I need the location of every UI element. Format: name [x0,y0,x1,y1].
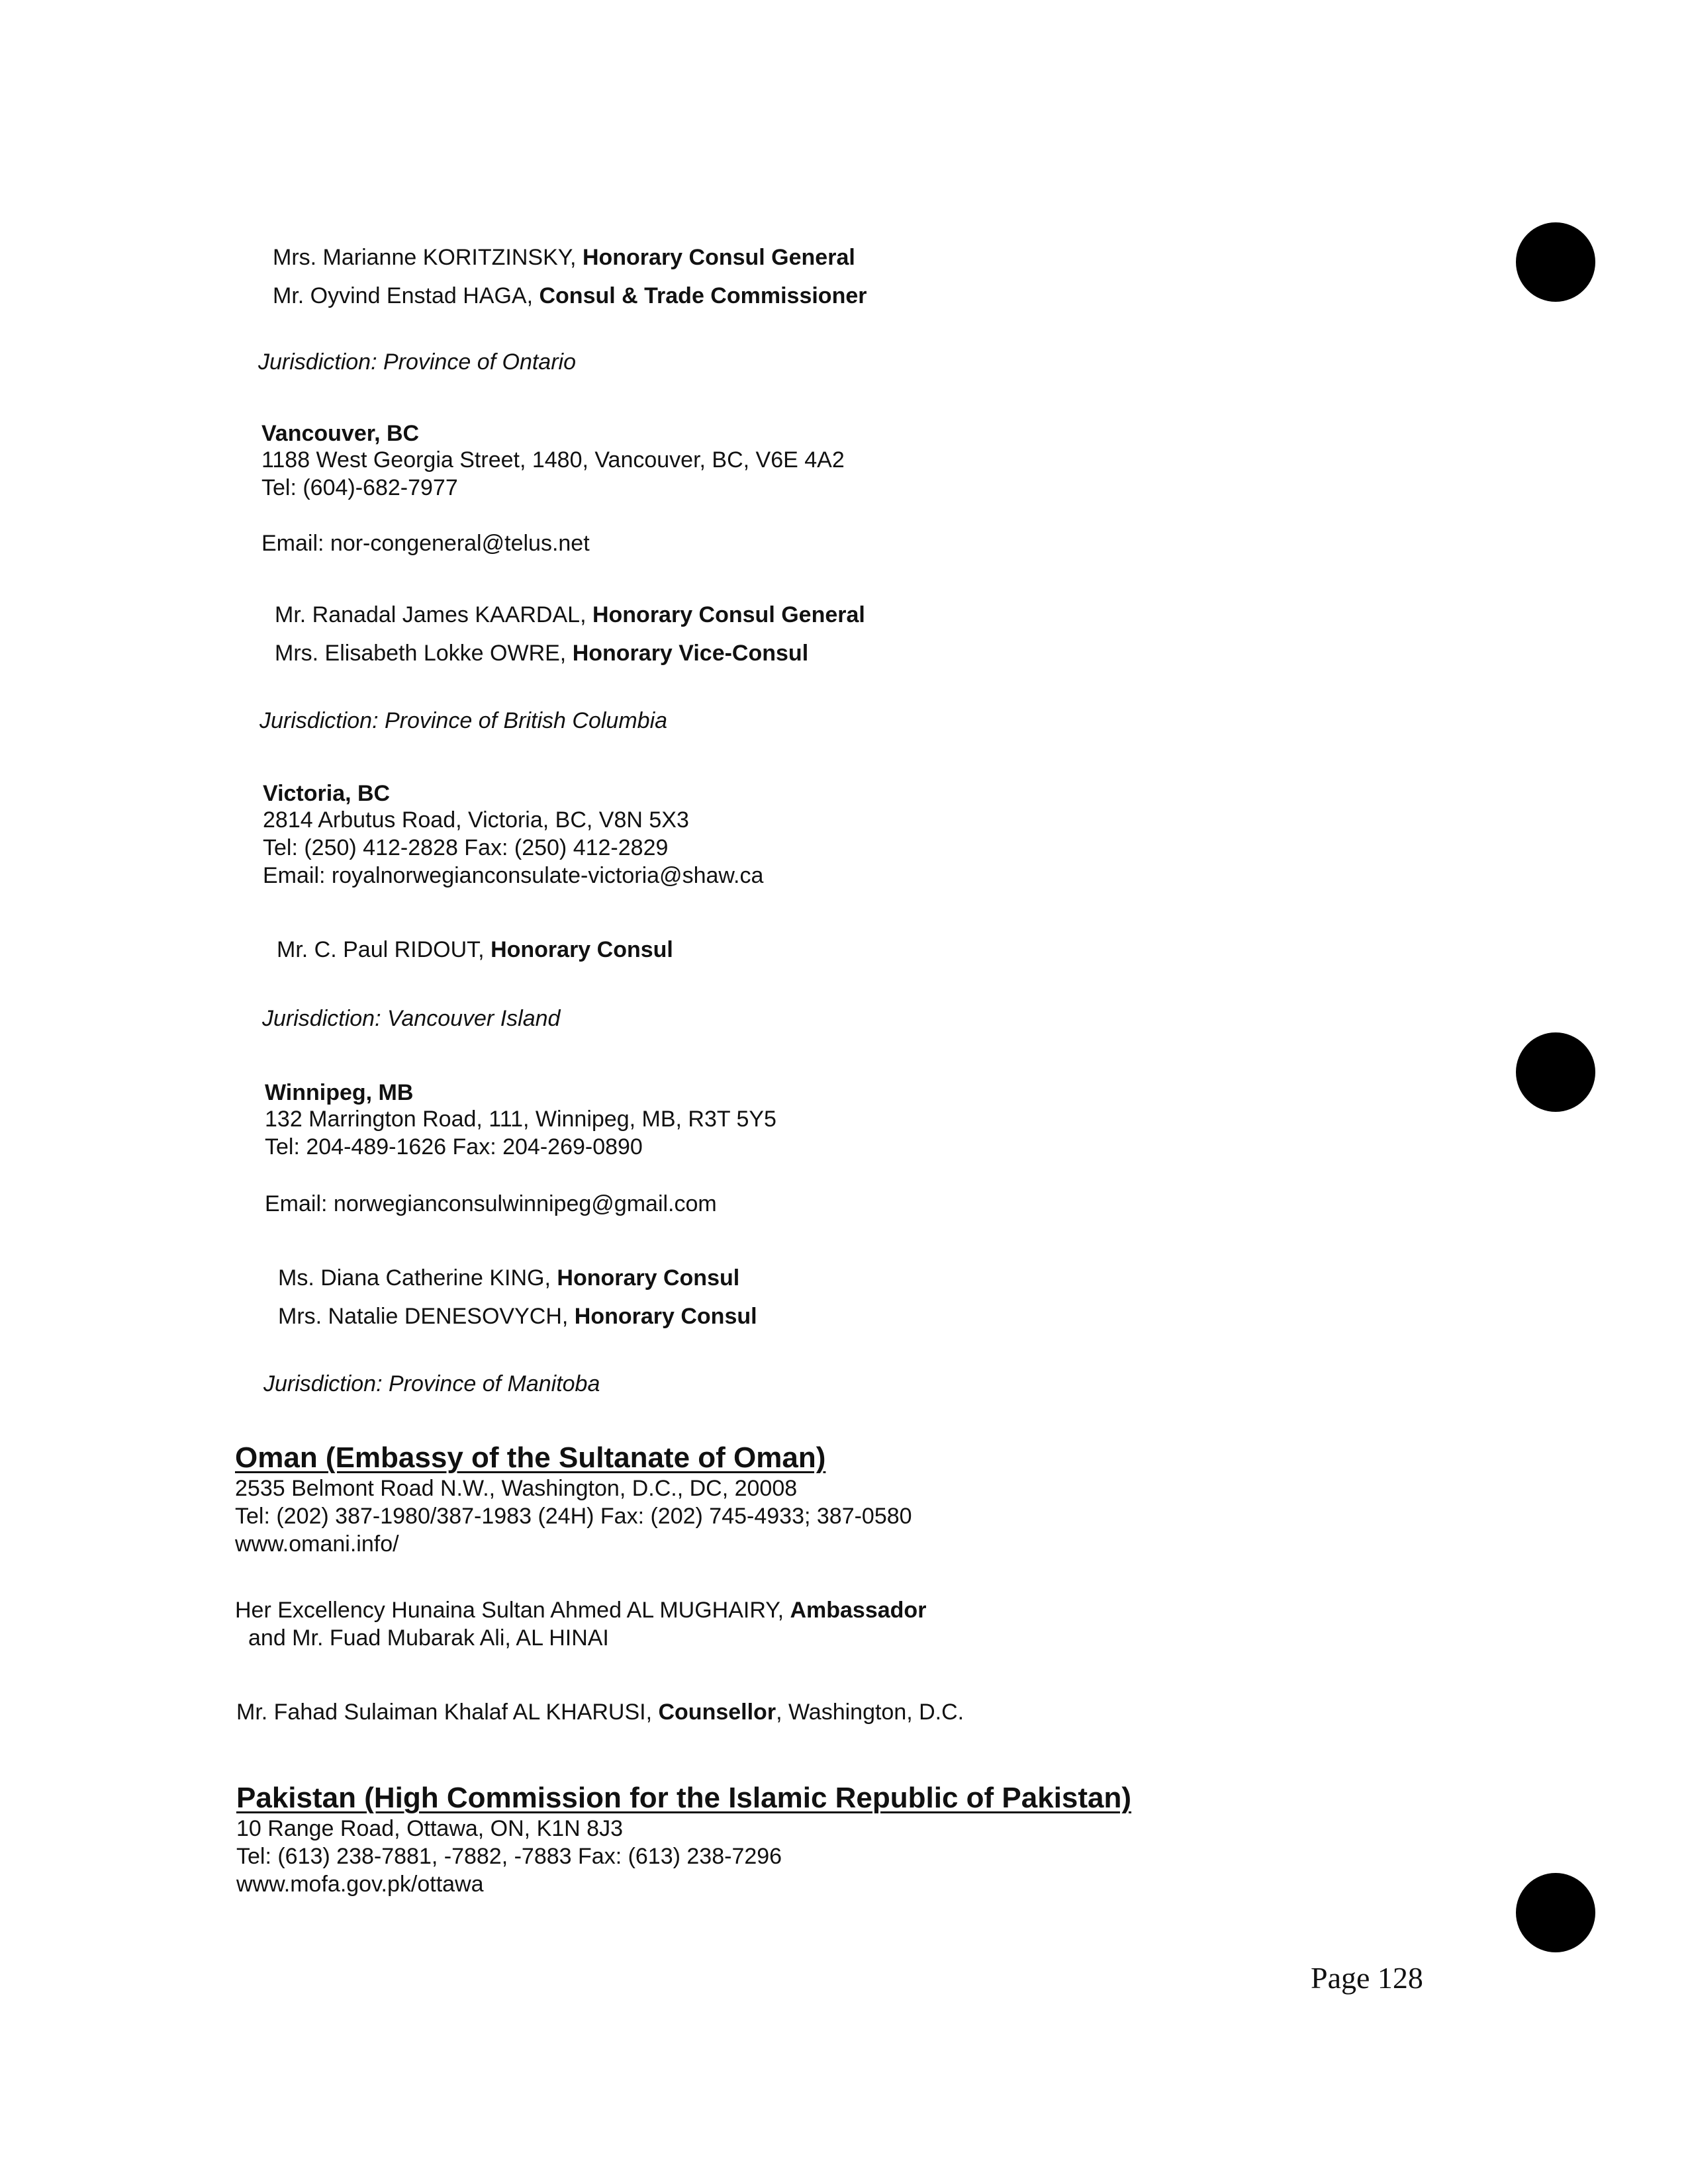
jurisdiction-label: Jurisdiction: [262,1006,381,1031]
address-line: 132 Marrington Road, 111, Winnipeg, MB, R3T 5Y5 [265,1107,776,1132]
official-name: Mr. C. Paul RIDOUT, [277,937,491,962]
official-line [273,282,867,310]
official-line [273,244,855,271]
official-title: Honorary Consul [557,1265,740,1291]
official-title: Honorary Consul General [592,602,865,627]
phone-line: Tel: (250) 412-2828 Fax: (250) 412-2829 [263,835,669,860]
official-line [278,1302,757,1330]
city-heading: Winnipeg, MB [265,1080,414,1105]
jurisdiction-label: Jurisdiction: [263,1371,383,1396]
country-heading-pakistan: Pakistan (High Commission for the Islamic Republic of Pakistan) [236,1782,1132,1814]
email-line: Email: nor-congeneral@telus.net [261,531,590,556]
address-line: 10 Range Road, Ottawa, ON, K1N 8J3 [236,1816,623,1841]
official-name: Mrs. Marianne KORITZINSKY, [273,245,583,270]
official-name: Mr. Ranadal James KAARDAL, [275,602,592,627]
official-title: Ambassador [790,1598,927,1623]
official-name: Her Excellency Hunaina Sultan Ahmed AL MUGHAIRY, [235,1598,790,1623]
official-title: Honorary Consul [491,937,673,962]
page-number: Page 128 [1311,1961,1423,1995]
website-link[interactable]: www.mofa.gov.pk/ottawa [236,1872,484,1897]
official-name: Ms. Diana Catherine KING, [278,1265,557,1291]
official-title: Counsellor [658,1700,776,1725]
official-name: Mr. Oyvind Enstad HAGA, [273,283,539,308]
phone-line: Tel: (202) 387-1980/387-1983 (24H) Fax: (202) 745-4933; 387-0580 [235,1504,912,1529]
official-line [236,1698,964,1726]
jurisdiction-line [262,1005,560,1032]
punch-hole-bottom [1516,1873,1595,1952]
official-title: Honorary Consul [574,1304,757,1329]
address-line: 1188 West Georgia Street, 1480, Vancouver, BC, V6E 4A2 [261,447,845,473]
official-line [278,1264,739,1292]
address-line: 2535 Belmont Road N.W., Washington, D.C., DC, 20008 [235,1476,798,1501]
city-heading: Vancouver, BC [261,421,420,446]
spouse-line: and Mr. Fuad Mubarak Ali, AL HINAI [248,1625,609,1651]
country-heading-oman: Oman (Embassy of the Sultanate of Oman) [235,1441,826,1474]
phone-line: Tel: (604)-682-7977 [261,475,458,500]
jurisdiction-value: Vancouver Island [387,1006,561,1031]
official-line [275,639,808,667]
punch-hole-middle [1516,1032,1595,1112]
phone-line: Tel: (613) 238-7881, -7882, -7883 Fax: (613) 238-7296 [236,1844,782,1869]
jurisdiction-label: Jurisdiction: [258,349,377,375]
address-line: 2814 Arbutus Road, Victoria, BC, V8N 5X3 [263,807,689,833]
official-line [277,936,673,964]
official-place: , Washington, D.C. [776,1700,964,1725]
official-title: Honorary Consul General [582,245,855,270]
punch-hole-top [1516,222,1595,302]
jurisdiction-value: Province of Ontario [383,349,576,375]
city-heading: Victoria, BC [263,781,391,806]
official-title: Consul & Trade Commissioner [539,283,867,308]
official-name: Mrs. Elisabeth Lokke OWRE, [275,641,573,666]
official-line [275,601,865,629]
jurisdiction-label: Jurisdiction: [259,708,379,733]
email-line: Email: norwegianconsulwinnipeg@gmail.com [265,1191,717,1216]
jurisdiction-line [259,707,667,735]
email-line: Email: royalnorwegianconsulate-victoria@shaw.ca [263,863,764,888]
official-title: Honorary Vice-Consul [572,641,809,666]
jurisdiction-value: Province of British Columbia [384,708,668,733]
jurisdiction-line [263,1370,600,1398]
phone-line: Tel: 204-489-1626 Fax: 204-269-0890 [265,1134,643,1160]
website-link[interactable]: www.omani.info/ [235,1531,399,1557]
official-name: Mrs. Natalie DENESOVYCH, [278,1304,575,1329]
official-name: Mr. Fahad Sulaiman Khalaf AL KHARUSI, [236,1700,659,1725]
jurisdiction-line [258,348,576,376]
official-line [235,1596,926,1624]
jurisdiction-value: Province of Manitoba [388,1371,600,1396]
